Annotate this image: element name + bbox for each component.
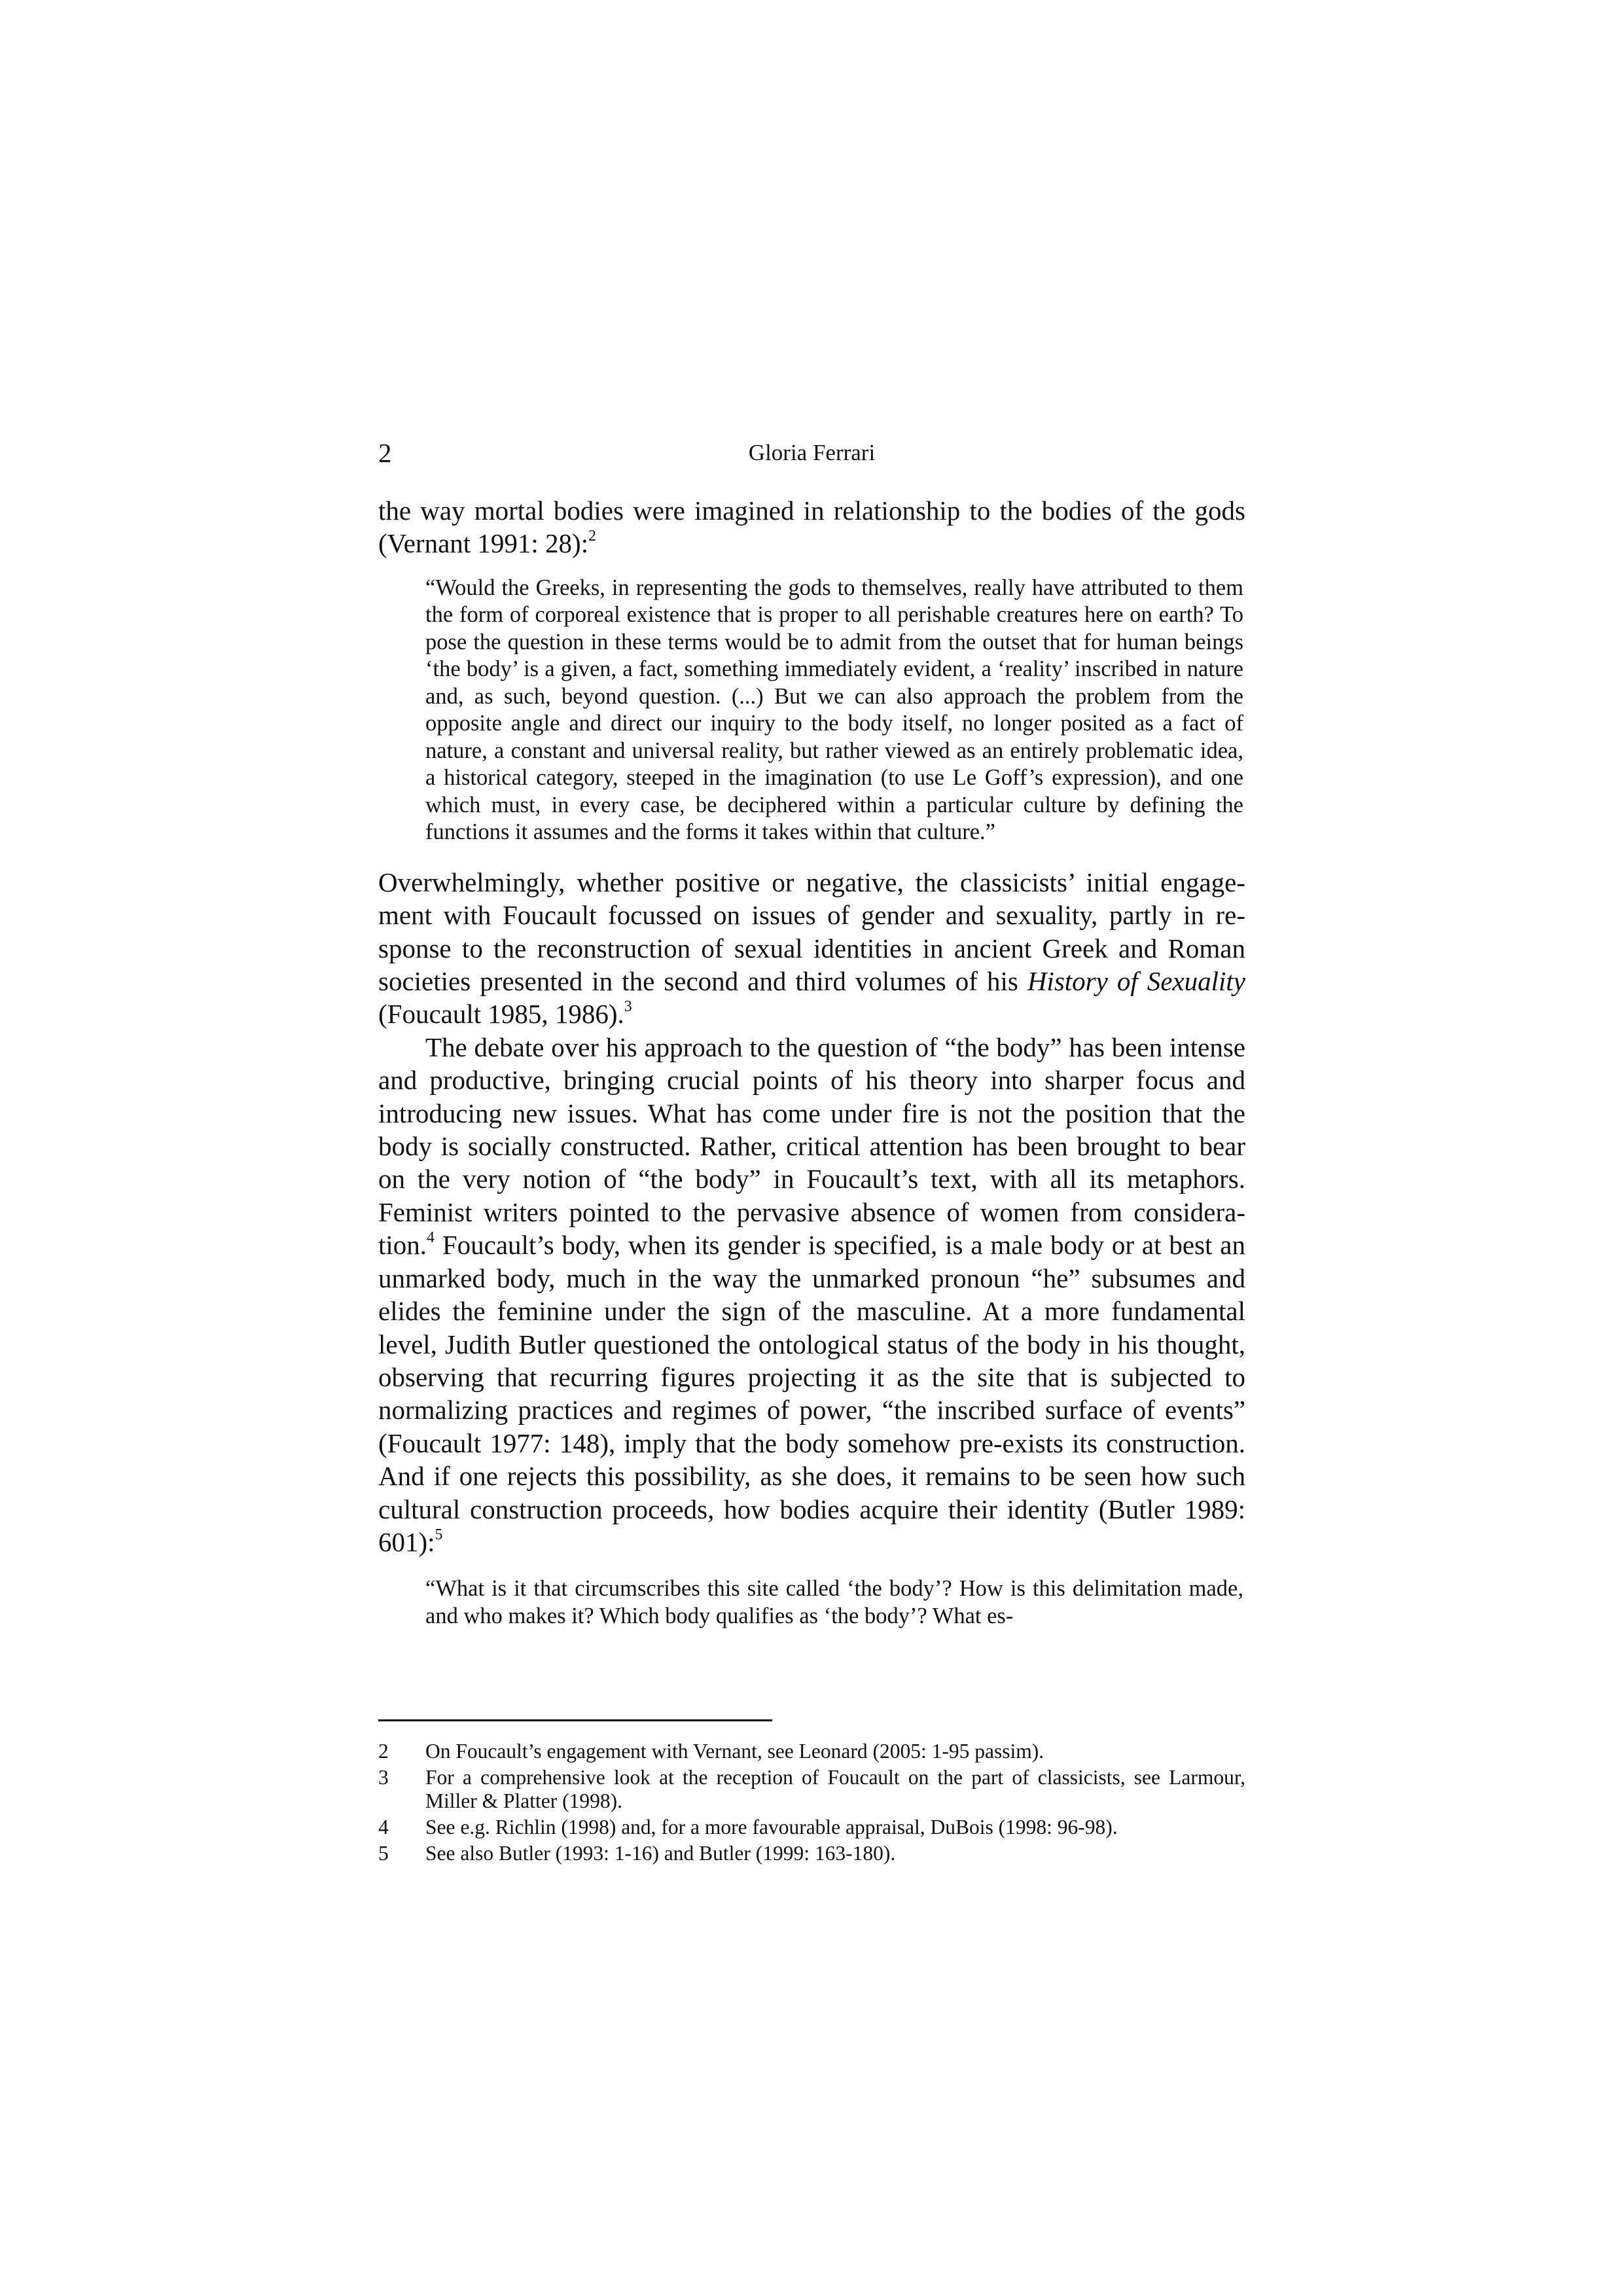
footnote-ref: 2 [588,528,596,545]
footnote [378,1842,1245,1865]
paragraph [378,866,1245,1031]
footnote [378,1816,1245,1839]
footnote-text: For a comprehensive look at the reception of Foucault on the part of classicists, see Larmour, Miller & Platter (1998). [425,1766,1245,1812]
footnote-rule [378,1719,772,1721]
footnote-number: 5 [378,1842,389,1865]
paragraph-text: the way mortal bodies were imagined in relationship to the bodies of the gods (Vernant 1991: 28): [378,495,1245,559]
footnote-text: On Foucault’s engagement with Vernant, see Leonard (2005: 1-95 passim). [425,1740,1044,1763]
footnotes [378,1740,1245,1868]
running-head: Gloria Ferrari [748,440,876,465]
block-quote: “Would the Greeks, in representing the gods to themselves, really have attributed to them the form of corporeal existence that is proper to all perishable creatures here on earth? To pose the question in these terms would be to admit from the outset that for human beings ‘the body’ is a given, a fact, something immediately evident, a ‘reality’ inscribed in nature and, as such, beyond question. (...) But we can also approach the problem from the opposite angle and direct our inquiry to the body itself, no longer posited as a fact of nature, a constant and universal reality, but rather viewed as an entirely problematic idea, a historical category, steeped in the imagination (to use Le Goff’s expression), and one which must, in every case, be deciphered within a particular culture by defining the functions it assumes and the forms it takes within that culture.” [425,575,1243,845]
page-number: 2 [378,438,392,468]
footnote-number: 3 [378,1766,389,1789]
paragraph [378,1031,1245,1559]
body-text [378,494,1245,1630]
paragraph [378,494,1245,560]
paragraph-text: (Foucault 1985, 1986). [378,999,624,1030]
footnote [378,1740,1245,1763]
book-title: History of Sexuality [1027,966,1245,997]
page-header [378,433,1245,473]
footnote-ref: 5 [435,1526,443,1543]
footnote-text: See also Butler (1993: 1-16) and Butler (1999: 163-180). [425,1842,896,1865]
block-quote: “What is it that circumscribes this site called ‘the body’? How is this delimitation made, and who makes it? Which body qualifies as ‘the body’? What es- [425,1576,1243,1628]
footnote-ref: 3 [624,998,632,1016]
paragraph-text: Foucault’s body, when its gender is specified, is a male body or at best an unmarked body, much in the way the unmarked pronoun “he” subsumes and elides the feminine under the sign of the masculine. At a more fundamental level, Judith Butler questioned the ontological status of the body in his thought, observing that recurring figures projecting it as the site that is subjected to normalizing practices and regimes of power, “the inscribed surface of events” (Foucault 1977: 148), imply that the body somehow pre-exists its construction. And if one rejects this possibility, as she does, it remains to be seen how such cultural construction proceeds, how bodies acquire their identity (Butler 1989: 601): [378,1230,1245,1557]
paragraph-text: Overwhelmingly, whether positive or negative, the classicists’ initial engagement with Foucault focussed on issues of gender and sexuality, partly in response to the reconstruction of sexual identities in ancient Greek and Roman societies presented in the second and third volumes of his [378,867,1245,997]
paragraph-text: The debate over his approach to the question of “the body” has been intense and productive, bringing crucial points of his theory into sharper focus and introducing new issues. What has come under fire is not the position that the body is socially constructed. Rather, critical attention has been brought to bear on the very notion of “the body” in Foucault’s text, with all its metaphors. Feminist writers pointed to the pervasive absence of women from consideration. [378,1031,1245,1261]
footnote-number: 2 [378,1740,389,1763]
footnote-text: See e.g. Richlin (1998) and, for a more favourable appraisal, DuBois (1998: 96-98). [425,1816,1118,1839]
footnote-ref: 4 [427,1229,435,1247]
footnote [378,1766,1245,1813]
footnote-number: 4 [378,1816,389,1839]
